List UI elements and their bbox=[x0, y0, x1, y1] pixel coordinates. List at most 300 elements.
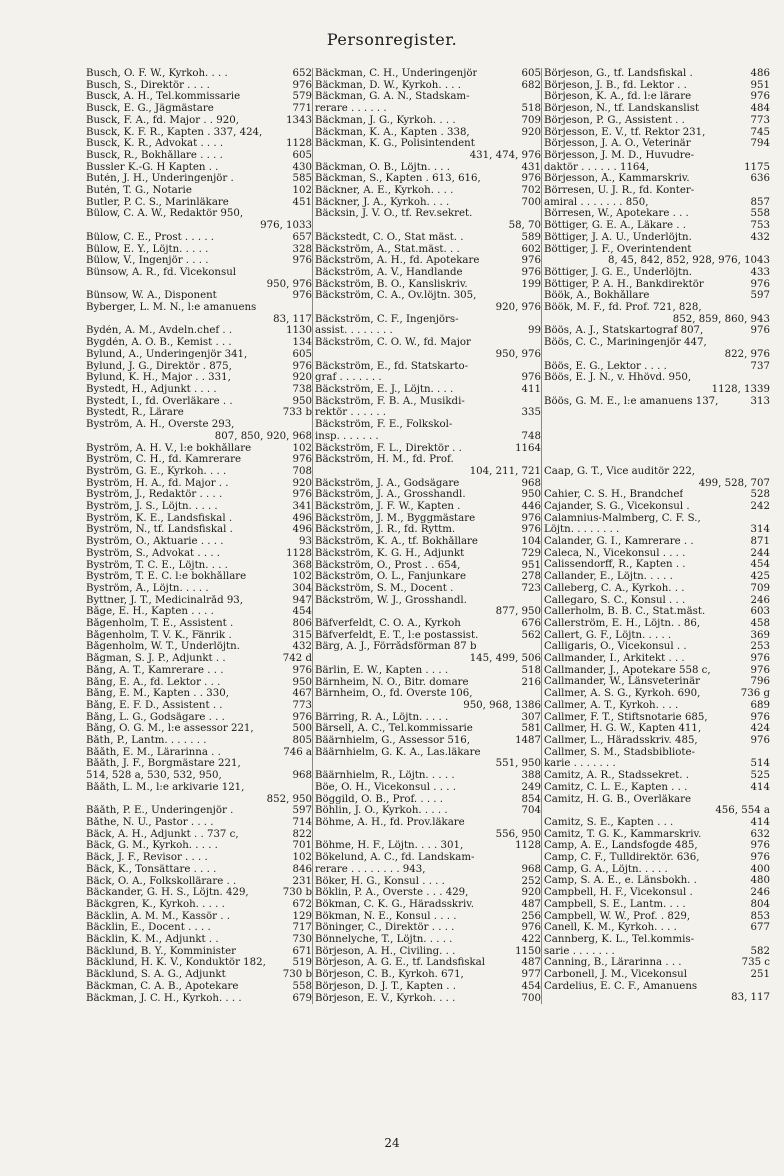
entry-pages: 454 bbox=[521, 980, 541, 992]
entry-name: Bäfverfeldt, E. T., l:e postassist. bbox=[315, 629, 479, 641]
register-entry bbox=[315, 805, 541, 817]
entry-pages: 746 a bbox=[283, 746, 312, 758]
entry-pages: 597 bbox=[292, 805, 312, 817]
entry-name: Bärnheim, N. O., Bitr. domare bbox=[315, 676, 469, 688]
entry-pages: 753 bbox=[750, 220, 770, 232]
entry-name: Busck, E. G., Jägmästare bbox=[86, 103, 214, 115]
entry-pages bbox=[481, 747, 541, 759]
entry-name: Böös, E. J. N., v. Hhövd. 950, bbox=[544, 372, 692, 384]
entry-pages: 976 bbox=[750, 653, 770, 665]
register-entry bbox=[544, 852, 770, 864]
entry-name: Bäckström, F. E., Folkskol- bbox=[315, 419, 453, 431]
register-entry bbox=[315, 876, 541, 888]
entry-pages: 199 bbox=[521, 278, 541, 290]
entry-pages: 723 bbox=[521, 582, 541, 594]
entry-name: Bäärnhielm, G., Assessor 516, bbox=[315, 735, 471, 747]
entry-continuation: 976, 1033 bbox=[260, 220, 312, 232]
register-entry bbox=[315, 560, 541, 572]
entry-name: Callmander, W., Länsveterinär bbox=[544, 676, 701, 688]
entry-name: Bågman, S. J. P., Adjunkt . . bbox=[86, 653, 226, 665]
register-entry bbox=[315, 665, 541, 677]
entry-name: Bäckström, F. L., Direktör . . bbox=[315, 442, 462, 454]
entry-pages: 328 bbox=[292, 243, 312, 255]
entry-pages: 676 bbox=[521, 618, 541, 630]
register-entry bbox=[86, 852, 312, 864]
entry-name: Bäcklund, S. A. G., Adjunkt bbox=[86, 969, 226, 981]
entry-pages bbox=[473, 688, 542, 700]
register-entry bbox=[86, 68, 312, 80]
register-entry bbox=[86, 758, 312, 770]
entry-name: Börjeson, N., tf. Landskanslist bbox=[544, 103, 700, 115]
entry-name: Bäcklund, H. K. V., Konduktör 182, bbox=[86, 957, 266, 969]
entry-pages: 484 bbox=[750, 103, 770, 115]
register-entry bbox=[544, 197, 770, 209]
entry-name: Bäckström, K. G. H., Adjunkt bbox=[315, 547, 465, 559]
register-entry bbox=[86, 244, 312, 256]
entry-pages: 822 bbox=[292, 828, 312, 840]
entry-pages: 585 bbox=[292, 173, 312, 185]
entry-pages: 950 bbox=[292, 676, 312, 688]
register-entry bbox=[544, 700, 770, 712]
register-entry bbox=[544, 267, 770, 279]
register-entry bbox=[315, 127, 541, 139]
entry-name: Campbell, H. F., Vicekonsul . bbox=[544, 887, 693, 899]
entry-name: Bäckström, E. J., Löjtn. . . . bbox=[315, 383, 454, 395]
entry-pages: 742 d bbox=[282, 653, 312, 665]
entry-pages: 976 bbox=[521, 255, 541, 267]
entry-pages: 806 bbox=[292, 618, 312, 630]
entry-name: Bökelund, A. C., fd. Landskam- bbox=[315, 852, 475, 864]
register-entry bbox=[315, 454, 541, 466]
entry-name: Bülow, C. E., Prost . . . . . bbox=[86, 231, 215, 243]
entry-continuation: 852, 950 bbox=[266, 793, 312, 805]
register-entry bbox=[315, 618, 541, 630]
entry-pages: 1175 bbox=[744, 161, 770, 173]
register-entry bbox=[544, 80, 770, 92]
entry-name: Börjeson, A. H., Civiling. . . bbox=[315, 945, 456, 957]
entry-pages: 102 bbox=[292, 442, 312, 454]
entry-name: Bäcklin, K. M., Adjunkt . . bbox=[86, 934, 219, 946]
register-entry bbox=[315, 443, 541, 455]
entry-name: Carbonell, J. M., Vicekonsul bbox=[544, 969, 687, 981]
register-entry bbox=[86, 934, 312, 946]
entry-continuation: 920, 976 bbox=[495, 302, 541, 314]
register-entry bbox=[544, 162, 770, 174]
entry-continuation: 1128, 1339 bbox=[711, 383, 770, 395]
entry-pages: 562 bbox=[521, 629, 541, 641]
register-entry bbox=[544, 290, 770, 302]
entry-name: Callmander, I., Arkitekt . . . bbox=[544, 653, 685, 665]
register-entry bbox=[86, 735, 312, 747]
entry-pages: 251 bbox=[750, 969, 770, 981]
register-entry bbox=[315, 981, 541, 993]
entry-pages: 315 bbox=[292, 629, 312, 641]
register-entry bbox=[86, 957, 312, 969]
entry-name: karie . . . . . . . bbox=[544, 758, 616, 770]
register-entry bbox=[544, 501, 770, 513]
entry-pages: 730 b bbox=[282, 887, 312, 899]
entry-name: Bäckström, C. F., Ingenjörs- bbox=[315, 313, 459, 325]
entry-pages: 307 bbox=[521, 711, 541, 723]
entry-pages: 1130 bbox=[286, 325, 312, 337]
blank-line bbox=[544, 419, 770, 431]
entry-pages: 422 bbox=[521, 934, 541, 946]
register-entry bbox=[544, 524, 770, 536]
register-entry bbox=[544, 361, 770, 373]
entry-pages: 102 bbox=[292, 852, 312, 864]
entry-name: Böe, O. H., Vicekonsul . . . . bbox=[315, 781, 456, 793]
entry-pages: 976 bbox=[750, 325, 770, 337]
entry-name: Börjeson, E. V., Kyrkoh. . . . bbox=[315, 992, 456, 1004]
entry-pages: 414 bbox=[750, 781, 770, 793]
register-entry bbox=[315, 782, 541, 794]
entry-pages: 605 bbox=[521, 68, 541, 79]
entry-name: Bäckström, C. O. W., fd. Major bbox=[315, 337, 471, 349]
register-entry bbox=[86, 993, 312, 1005]
entry-pages bbox=[465, 817, 541, 829]
entry-name: Bülow, C. A. W., Redaktör 950, bbox=[86, 208, 244, 220]
entry-pages: 951 bbox=[750, 79, 770, 91]
entry-name: Bülow, V., Ingenjör . . . . bbox=[86, 255, 209, 267]
entry-name: Bäckström, J. M., Byggmästare bbox=[315, 512, 476, 524]
register-entry bbox=[315, 864, 541, 876]
entry-name: Byström, H. A., fd. Major . . bbox=[86, 477, 229, 489]
register-entry bbox=[315, 197, 541, 209]
entry-name: Börjeson, J. B., fd. Lektor . . bbox=[544, 79, 687, 91]
entry-name: Calligaris, O., Vicekonsul . . bbox=[544, 641, 687, 653]
entry-continuation: 551, 950 bbox=[495, 758, 541, 770]
entry-name: Busch, O. F. W., Kyrkoh. . . . bbox=[86, 68, 228, 79]
register-entry bbox=[315, 115, 541, 127]
entry-pages: 804 bbox=[750, 898, 770, 910]
register-entry bbox=[315, 817, 541, 829]
entry-pages: 487 bbox=[521, 898, 541, 910]
entry-pages: 1128 bbox=[286, 138, 312, 150]
entry-name: Bystedt, I., fd. Överläkare . . bbox=[86, 395, 233, 407]
entry-name: Byttner, J. T., Medicinalråd 93, bbox=[86, 594, 244, 606]
entry-continuation: 950, 976 bbox=[495, 348, 541, 360]
entry-name: Börjesson, J. A. O., Veterinär bbox=[544, 138, 691, 150]
entry-pages: 632 bbox=[750, 828, 770, 840]
entry-name: Busck, K. F. R., Kapten . 337, 424, bbox=[86, 126, 263, 138]
entry-pages: 597 bbox=[750, 290, 770, 302]
entry-name: Bäckman, K. G., Polisintendent bbox=[315, 138, 475, 150]
register-entry bbox=[315, 279, 541, 291]
register-entry bbox=[315, 852, 541, 864]
entry-pages: 433 bbox=[750, 266, 770, 278]
entry-continuation: 950, 976 bbox=[266, 278, 312, 290]
entry-pages bbox=[465, 396, 541, 408]
entry-pages bbox=[694, 150, 770, 162]
entry-pages bbox=[691, 794, 770, 806]
entry-name: Börresen, U. J. R., fd. Konter- bbox=[544, 185, 695, 197]
register-entry bbox=[86, 489, 312, 501]
register-entry bbox=[544, 758, 770, 770]
register-entry bbox=[86, 981, 312, 993]
entry-name: Callmer, A. T., Kyrkoh. . . . bbox=[544, 699, 679, 711]
register-entry bbox=[86, 513, 312, 525]
register-entry bbox=[315, 208, 541, 220]
entry-pages bbox=[468, 361, 541, 373]
entry-name: Byström, N., tf. Landsfiskal . bbox=[86, 524, 233, 536]
register-entry bbox=[86, 267, 312, 279]
entry-name: Böklin, P. A., Överste . . . 429, bbox=[315, 887, 469, 899]
register-entry bbox=[544, 922, 770, 934]
entry-name: Bussler K.-G. H Kapten . . bbox=[86, 161, 219, 173]
register-entry bbox=[315, 384, 541, 396]
entry-pages: 500 bbox=[292, 723, 312, 735]
entry-name: Calleberg, C. A., Kyrkoh. . . bbox=[544, 582, 685, 594]
entry-pages: 976 bbox=[292, 489, 312, 501]
entry-pages bbox=[702, 302, 770, 314]
entry-name: Byström, C. H., fd. Kamrerare bbox=[86, 454, 242, 466]
entry-pages bbox=[452, 419, 541, 431]
entry-name: Bååth, J. F., Borgmästare 221, bbox=[86, 758, 241, 770]
entry-name: Börjeson, K. A., fd. l:e lärare bbox=[544, 91, 692, 103]
entry-pages: 454 bbox=[750, 559, 770, 571]
entry-name: Bäckström, J. R., fd. Ryttm. bbox=[315, 524, 456, 536]
entry-pages: 677 bbox=[750, 922, 770, 934]
register-entry bbox=[86, 103, 312, 115]
entry-pages: 968 bbox=[521, 863, 541, 875]
entry-pages: 432 bbox=[292, 641, 312, 653]
entry-name: Bäcklin, A. M. M., Kassör . . bbox=[86, 910, 230, 922]
register-entry bbox=[315, 571, 541, 583]
entry-pages: 335 bbox=[521, 407, 541, 419]
register-entry bbox=[86, 501, 312, 513]
register-entry bbox=[544, 559, 770, 571]
entry-name: Byström, S., Advokat . . . . bbox=[86, 547, 221, 559]
entry-continuation: 499, 528, 707 bbox=[698, 477, 770, 489]
entry-name: Bäckström, F. B. A., Musikdi- bbox=[315, 395, 465, 407]
entry-name: Bünsow, W. A., Disponent bbox=[86, 290, 217, 302]
register-entry bbox=[86, 384, 312, 396]
register-entry bbox=[86, 208, 312, 220]
register-entry bbox=[86, 770, 312, 782]
register-entry bbox=[544, 747, 770, 759]
register-entry bbox=[544, 641, 770, 653]
entry-pages: 454 bbox=[292, 606, 312, 618]
entry-name: Bång, E. F. D., Assistent . . bbox=[86, 699, 223, 711]
register-entry bbox=[315, 630, 541, 642]
entry-pages: 582 bbox=[750, 945, 770, 957]
entry-name: Caap, G. T., Vice auditör 222, bbox=[544, 465, 696, 477]
register-entry bbox=[544, 665, 770, 677]
register-entry bbox=[544, 875, 770, 887]
register-entry bbox=[86, 595, 312, 607]
entry-name: Byström, J. S., Löjtn. . . . . bbox=[86, 501, 218, 513]
register-entry bbox=[544, 548, 770, 560]
entry-name: Byström, G. E., Kyrkoh. . . . bbox=[86, 465, 227, 477]
entry-continuation: 950, 968, 1386 bbox=[463, 699, 541, 711]
entry-continuation: 807, 850, 920, 968 bbox=[214, 430, 312, 442]
entry-name: Bäckman, J. G., Kyrkoh. . . . bbox=[315, 114, 456, 126]
entry-name: Böttiger, G. E. A., Läkare . . bbox=[544, 220, 687, 232]
register-entry bbox=[315, 68, 541, 80]
page-number: 24 bbox=[384, 1136, 400, 1150]
entry-pages: 636 bbox=[750, 173, 770, 185]
entry-name: Bäckström, H. M., fd. Prof. bbox=[315, 454, 454, 466]
entry-pages: 871 bbox=[750, 536, 770, 548]
entry-pages: 773 bbox=[292, 699, 312, 711]
entry-name: Bäckman, K. A., Kapten . 338, bbox=[315, 126, 470, 138]
register-entry bbox=[86, 232, 312, 244]
entry-name: Böttiger, J. G. E., Underlöjtn. bbox=[544, 266, 693, 278]
entry-pages: 976 bbox=[750, 711, 770, 723]
register-columns bbox=[84, 68, 770, 1004]
entry-name: Bååth, E. M., Lärarinna . . bbox=[86, 746, 221, 758]
register-entry bbox=[315, 677, 541, 689]
entry-pages: 102 bbox=[292, 185, 312, 197]
register-entry bbox=[86, 407, 312, 419]
entry-name: Bärnheim, O., fd. Överste 106, bbox=[315, 688, 473, 700]
entry-name: Busch, S., Direktör . . . . bbox=[86, 79, 210, 91]
entry-name: Camitz, H. G. B., Överläkare bbox=[544, 793, 692, 805]
register-entry bbox=[544, 115, 770, 127]
entry-continuation: 822, 976 bbox=[724, 348, 770, 360]
register-entry bbox=[315, 922, 541, 934]
entry-pages: 252 bbox=[521, 875, 541, 887]
register-entry bbox=[315, 419, 541, 431]
entry-pages: 446 bbox=[521, 501, 541, 513]
register-entry bbox=[315, 840, 541, 852]
entry-pages: 977 bbox=[521, 969, 541, 981]
register-entry bbox=[315, 314, 541, 326]
entry-name: Bäckström, A., Stat.mäst. . . bbox=[315, 243, 460, 255]
entry-pages: 976 bbox=[750, 840, 770, 852]
entry-pages: 805 bbox=[292, 735, 312, 747]
entry-pages: 134 bbox=[292, 337, 312, 349]
register-entry bbox=[315, 407, 541, 419]
entry-pages: 581 bbox=[521, 723, 541, 735]
entry-pages: 771 bbox=[292, 103, 312, 115]
entry-continuation: 83, 117 bbox=[731, 992, 770, 1004]
register-entry bbox=[86, 150, 312, 162]
entry-pages: 518 bbox=[521, 103, 541, 115]
register-entry bbox=[86, 899, 312, 911]
entry-name: Bång, L. G., Godsägare . . . bbox=[86, 711, 225, 723]
entry-pages: 976 bbox=[292, 664, 312, 676]
register-entry bbox=[86, 723, 312, 735]
entry-pages: 414 bbox=[750, 816, 770, 828]
entry-name: Bäckner, J. A., Kyrkoh. . . . bbox=[315, 196, 450, 208]
entry-pages: 700 bbox=[521, 196, 541, 208]
entry-name: Byström, O., Aktuarie . . . . bbox=[86, 536, 224, 548]
entry-pages bbox=[692, 244, 770, 256]
register-entry bbox=[544, 887, 770, 899]
entry-pages: 950 bbox=[521, 489, 541, 501]
entry-name: Löjtn. . . . . . . . bbox=[544, 524, 620, 536]
entry-name: Börjeson, G., tf. Landsfiskal . bbox=[544, 68, 693, 79]
entry-pages bbox=[256, 302, 312, 314]
entry-name: Bäckström, C. A., Öv.löjtn. 305, bbox=[315, 290, 477, 302]
entry-pages: 256 bbox=[521, 910, 541, 922]
entry-continuation: 83, 117 bbox=[273, 313, 312, 325]
entry-continuation: 556, 950 bbox=[495, 828, 541, 840]
register-entry bbox=[86, 817, 312, 829]
entry-pages: 976 bbox=[292, 79, 312, 91]
entry-continuation: 877, 950 bbox=[495, 606, 541, 618]
register-entry bbox=[544, 712, 770, 724]
entry-pages bbox=[695, 747, 770, 759]
entry-pages: 368 bbox=[292, 559, 312, 571]
entry-name: Böhlin, J. O., Kyrkoh. . . . . bbox=[315, 805, 448, 817]
entry-name: Camitz, A. R., Stadssekret. . bbox=[544, 770, 689, 782]
entry-name: Bäck, G. M., Kyrkoh. . . . . bbox=[86, 840, 218, 852]
entry-name: Böttiger, J. F., Överintendent bbox=[544, 243, 692, 255]
entry-pages: 411 bbox=[521, 383, 541, 395]
register-entry bbox=[86, 302, 312, 314]
entry-pages: 853 bbox=[750, 910, 770, 922]
entry-pages: 920 bbox=[292, 477, 312, 489]
entry-pages: 704 bbox=[521, 805, 541, 817]
entry-pages: 976 bbox=[750, 91, 770, 103]
register-entry bbox=[315, 712, 541, 724]
entry-name: Byström, A. H. V., l:e bokhållare bbox=[86, 442, 252, 454]
register-column-3 bbox=[541, 68, 770, 1004]
entry-name: Bäckström, O. L., Fanjunkare bbox=[315, 571, 467, 583]
entry-name: Bång, E. A., fd. Lektor . . . bbox=[86, 676, 221, 688]
register-entry bbox=[544, 934, 770, 946]
entry-name: Bygdén, A. O. B., Kemist . . . bbox=[86, 337, 232, 349]
register-entry bbox=[544, 817, 770, 829]
entry-name: Callerström, E. H., Löjtn. . 86, bbox=[544, 617, 701, 629]
entry-continuation: 145, 499, 506 bbox=[469, 653, 541, 665]
register-entry bbox=[544, 396, 770, 408]
register-entry bbox=[315, 583, 541, 595]
entry-pages: 714 bbox=[292, 817, 312, 828]
entry-pages bbox=[262, 127, 312, 139]
entry-name: Böös, A. J., Statskartograf 807, bbox=[544, 325, 704, 337]
register-entry bbox=[86, 80, 312, 92]
register-entry bbox=[86, 805, 312, 817]
register-entry bbox=[86, 454, 312, 466]
register-entry bbox=[544, 606, 770, 618]
entry-pages: 278 bbox=[521, 571, 541, 583]
entry-name: Bäckström, J. A., Grosshandl. bbox=[315, 489, 466, 501]
register-entry bbox=[86, 290, 312, 302]
register-entry bbox=[544, 653, 770, 665]
entry-name: 514, 528 a, 530, 532, 950, bbox=[86, 770, 222, 782]
entry-pages: 589 bbox=[521, 231, 541, 243]
register-entry bbox=[544, 981, 770, 993]
register-entry bbox=[544, 185, 770, 197]
entry-name: Böhme, A. H., fd. Prov.läkare bbox=[315, 817, 465, 828]
register-entry bbox=[544, 969, 770, 981]
entry-pages: 603 bbox=[750, 606, 770, 618]
register-entry bbox=[544, 618, 770, 630]
entry-pages: 738 bbox=[292, 383, 312, 395]
entry-name: Cannberg, K. L., Tel.kommis- bbox=[544, 933, 695, 945]
entry-pages bbox=[467, 595, 541, 607]
entry-pages: 519 bbox=[292, 957, 312, 969]
entry-name: Bökman, N. E., Konsul . . . . bbox=[315, 910, 457, 922]
register-entry bbox=[544, 770, 770, 782]
register-entry bbox=[544, 91, 770, 103]
entry-pages bbox=[244, 782, 312, 794]
register-entry bbox=[315, 513, 541, 525]
register-entry bbox=[544, 630, 770, 642]
entry-pages: 528 bbox=[750, 489, 770, 501]
entry-pages: 602 bbox=[521, 243, 541, 255]
entry-pages: 518 bbox=[521, 664, 541, 676]
entry-pages: 1487 bbox=[515, 735, 541, 747]
blank-line bbox=[544, 442, 770, 454]
entry-pages: 920 bbox=[521, 887, 541, 899]
entry-name: Cahier, C. S. H., Brandchef bbox=[544, 489, 684, 501]
entry-pages: 313 bbox=[750, 395, 770, 407]
register-entry bbox=[86, 712, 312, 724]
